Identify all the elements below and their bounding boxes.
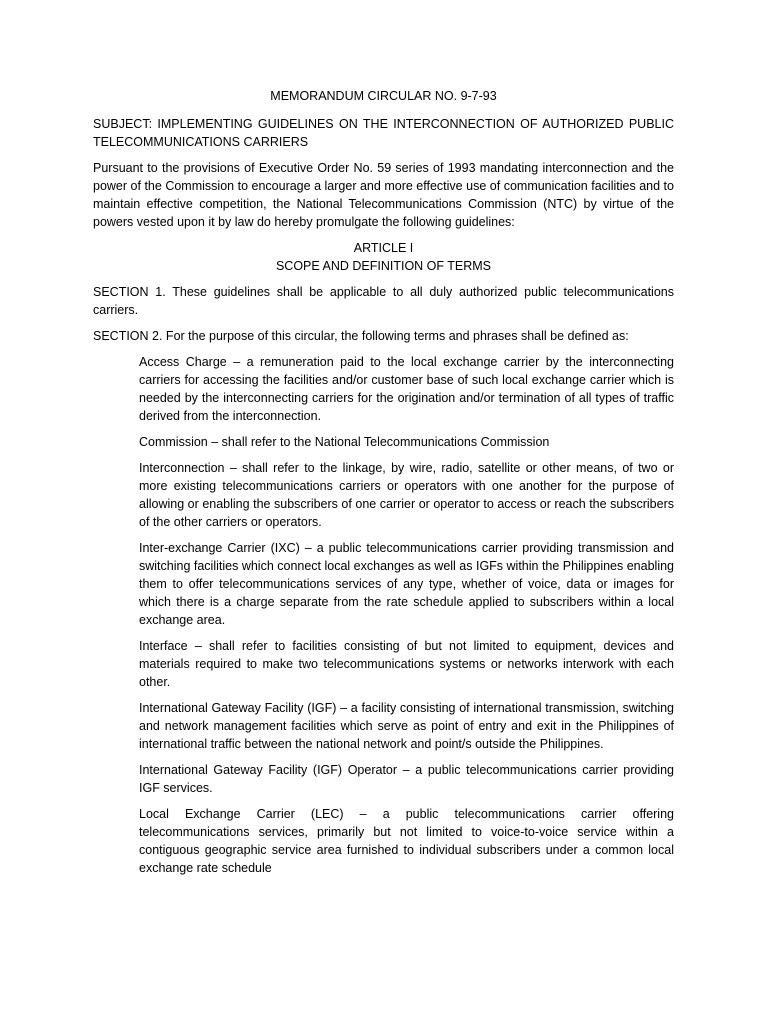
preamble-paragraph: Pursuant to the provisions of Executive Order No. 59 series of 1993 mandating interconnection and the power of the Commission to encourage a larger and more effective use of communication facilities and to maintain effective competition, the National Telecommunications Commission (NTC) by virtue of the powers vested upon it by law do hereby promulgate the following guidelines: <box>93 161 674 229</box>
definition-inter-exchange-carrier: Inter-exchange Carrier (IXC) – a public telecommunications carrier providing transmission and switching facilities which connect local exchanges as well as IGFs within the Philippines enabling them to offer telecommunications services of any type, whether of voice, data or images for which there is a charge separate from the rate schedule applied to subscribers within a local exchange area. <box>139 541 674 627</box>
subject-line: SUBJECT: IMPLEMENTING GUIDELINES ON THE INTERCONNECTION OF AUTHORIZED PUBLIC TELECOMMUNICATIONS CARRIERS <box>93 117 674 149</box>
article-heading <box>93 239 674 275</box>
definition-local-exchange-carrier: Local Exchange Carrier (LEC) – a public telecommunications carrier offering telecommunications services, primarily but not limited to voice-to-voice service within a contiguous geographic service area furnished to individual subscribers under a common local exchange rate schedule <box>139 807 674 875</box>
definition-igf-operator: International Gateway Facility (IGF) Operator – a public telecommunications carrier providing IGF services. <box>139 763 674 795</box>
document-page <box>93 87 674 885</box>
section-1: SECTION 1. These guidelines shall be applicable to all duly authorized public telecommunications carriers. <box>93 285 674 317</box>
definition-commission: Commission – shall refer to the National Telecommunications Commission <box>139 435 550 449</box>
article-number: ARTICLE I <box>353 241 414 255</box>
definition-international-gateway-facility: International Gateway Facility (IGF) – a facility consisting of international transmission, switching and network management facilities which serve as point of entry and exit in the Philippines of international traffic between the national network and point/s outside the Philippines. <box>139 701 674 751</box>
definition-interconnection: Interconnection – shall refer to the linkage, by wire, radio, satellite or other means, of two or more existing telecommunications carriers or operators with one another for the purpose of allowing or enabling the subscribers of one carrier or operator to access or reach the subscribers of the other carriers or operators. <box>139 461 674 529</box>
section-2: SECTION 2. For the purpose of this circular, the following terms and phrases shall be defined as: <box>93 329 629 343</box>
definition-access-charge: Access Charge – a remuneration paid to the local exchange carrier by the interconnecting carriers for accessing the facilities and/or customer base of such local exchange carrier which is needed by the interconnecting carriers for the origination and/or termination of all types of traffic derived from the interconnection. <box>139 355 674 423</box>
definition-interface: Interface – shall refer to facilities consisting of but not limited to equipment, devices and materials required to make two telecommunications systems or networks interwork with each other. <box>139 639 674 689</box>
definitions-list <box>139 353 674 877</box>
document-title: MEMORANDUM CIRCULAR NO. 9-7-93 <box>270 89 497 103</box>
article-title: SCOPE AND DEFINITION OF TERMS <box>275 259 492 273</box>
